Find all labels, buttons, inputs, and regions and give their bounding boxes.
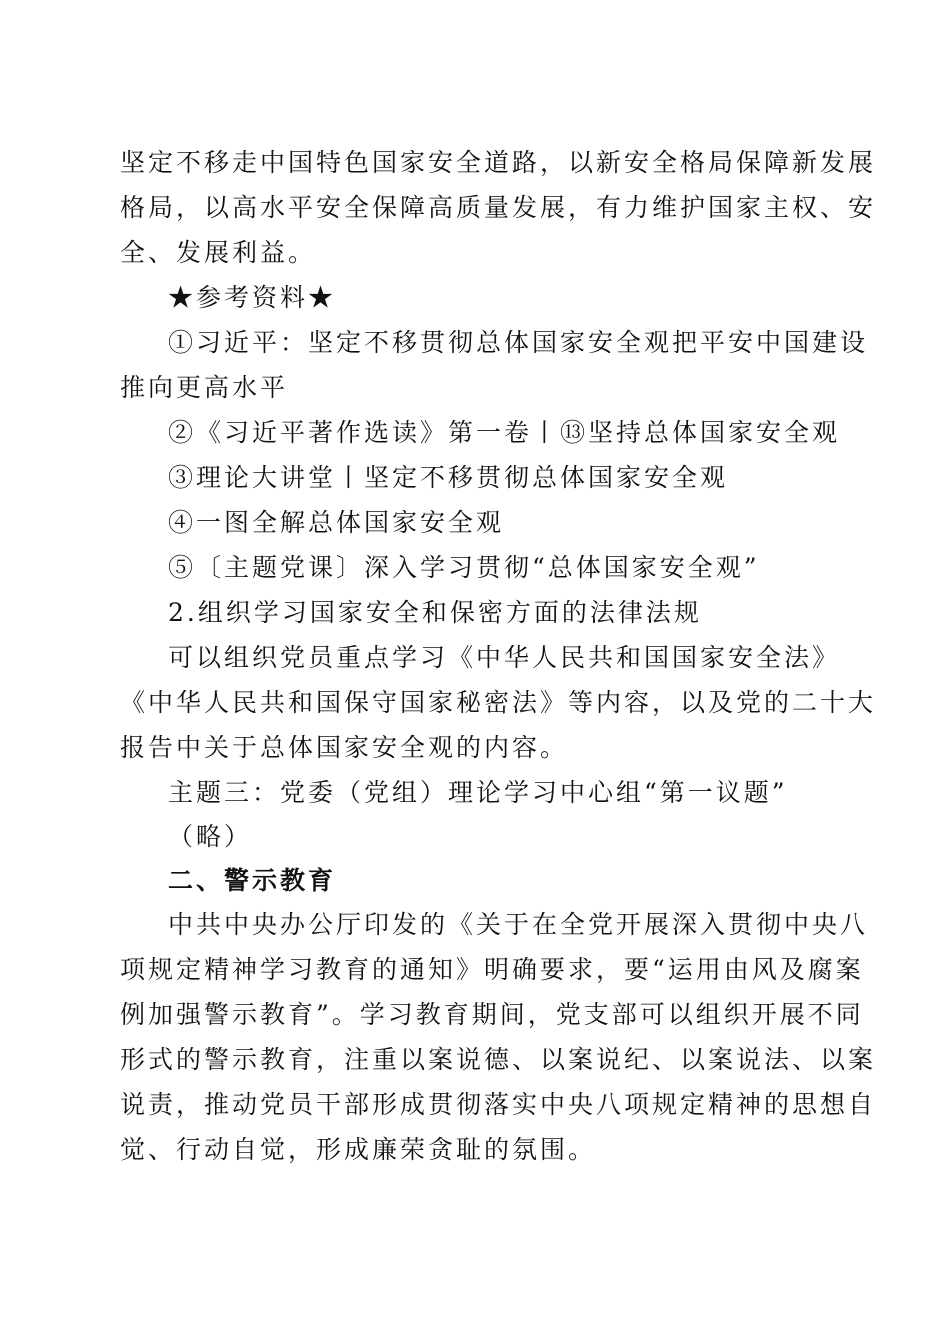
paragraph1-line1: 坚定不移走中国特色国家安全道路，以新安全格局保障新发展 [120,148,877,177]
section-2-heading: 二、警示教育 [168,866,337,895]
subheading-2: 2.组织学习国家安全和保密方面的法律法规 [168,598,702,627]
paragraph3-line1: 中共中央办公厅印发的《关于在全党开展深入贯彻中央八 [168,910,869,939]
paragraph1-line3: 全、发展利益。 [120,238,317,267]
paragraph3-line4: 形式的警示教育，注重以案说德、以案说纪、以案说法、以案 [120,1045,877,1074]
reference-item-3: ③理论大讲堂丨坚定不移贯彻总体国家安全观 [168,463,729,492]
paragraph3-line5: 说责，推动党员干部形成贯彻落实中央八项规定精神的思想自 [120,1090,877,1119]
reference-item-4: ④一图全解总体国家安全观 [168,508,505,537]
reference-item-1-line1: ①习近平：坚定不移贯彻总体国家安全观把平安中国建设 [168,328,869,357]
reference-heading: ★参考资料★ [168,283,337,312]
theme-3-heading: 主题三：党委（党组）理论学习中心组“第一议题” [168,778,788,807]
paragraph2-line3: 报告中关于总体国家安全观的内容。 [120,733,569,762]
paragraph3-line2: 项规定精神学习教育的通知》明确要求，要“运用由风及腐案 [120,955,864,984]
paragraph3-line6: 觉、行动自觉，形成廉荣贪耻的氛围。 [120,1135,597,1164]
paragraph3-line3: 例加强警示教育”。学习教育期间，党支部可以组织开展不同 [120,1000,864,1029]
omitted-note: （略） [168,822,253,851]
paragraph2-line2: 《中华人民共和国保守国家秘密法》等内容，以及党的二十大 [120,688,877,717]
reference-item-5: ⑤〔主题党课〕深入学习贯彻“总体国家安全观” [168,553,760,582]
reference-item-1-line2: 推向更高水平 [120,373,289,402]
paragraph2-line1: 可以组织党员重点学习《中华人民共和国国家安全法》 [168,643,841,672]
paragraph1-line2: 格局，以高水平安全保障高质量发展，有力维护国家主权、安 [120,193,877,222]
reference-item-2: ②《习近平著作选读》第一卷丨⑬坚持总体国家安全观 [168,418,841,447]
